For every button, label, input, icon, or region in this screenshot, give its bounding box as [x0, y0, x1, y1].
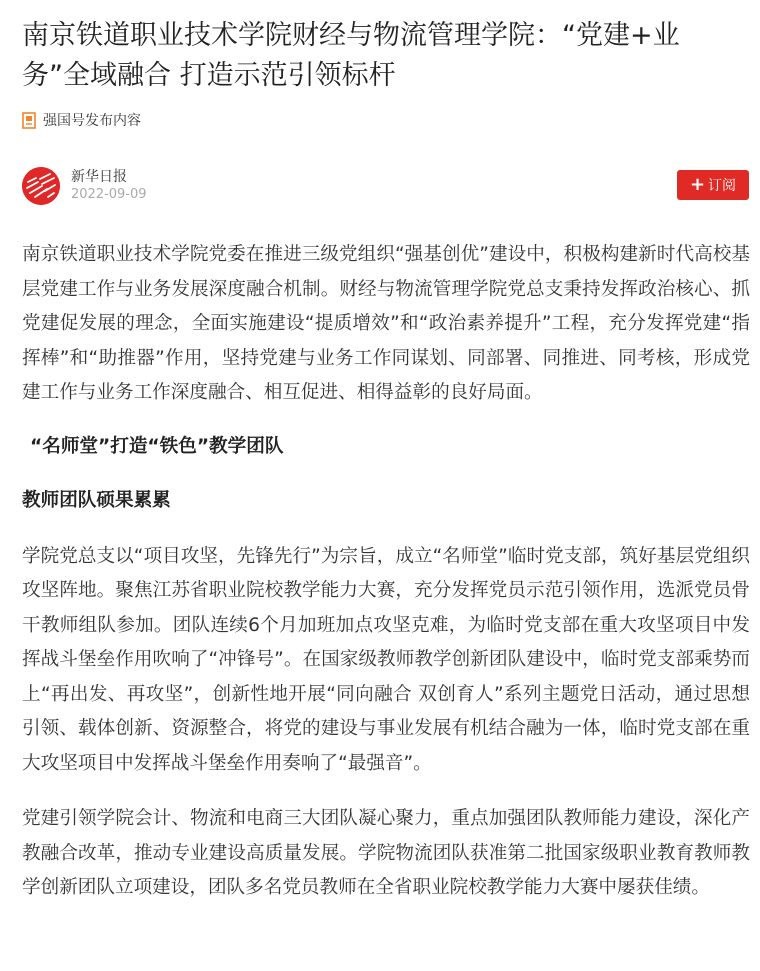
source-label: 强国号发布内容 [43, 113, 141, 129]
section-heading: “名师堂”打造“铁色”教学团队 [30, 435, 284, 457]
bookmark-flag-icon [22, 112, 36, 129]
subsection-heading: 教师团队硕果累累 [22, 489, 171, 511]
source-row [22, 109, 141, 131]
paragraph: 党建引领学院会计、物流和电商三大团队凝心聚力，重点加强团队教师能力建设，深化产教融合改革，推动专业建设高质量发展。学院物流团队获准第二批国家级职业教育教师教学创新团队立项建设，团队多名党员教师在全省职业院校教学能力大赛中屡获佳绩。 [22, 808, 750, 898]
author-name[interactable]: 新华日报 [71, 169, 127, 185]
subscribe-button[interactable] [677, 170, 749, 200]
subscribe-label: 订阅 [708, 178, 737, 194]
paragraph: 南京铁道职业技术学院党委在推进三级党组织“强基创优”建设中，积极构建新时代高校基层党建工作与业务发展深度融合机制。财经与物流管理学院党总支秉持发挥政治核心、抓党建促发展的理念，全面实施建设“提质增效”和“政治素养提升”工程，充分发挥党建“指挥棒”和“助推器”作用，坚持党建与业务工作同谋划、同部署、同推进、同考核，形成党建工作与业务工作深度融合、相互促进、相得益彰的良好局面。 [22, 244, 750, 403]
author-row [22, 165, 750, 205]
paragraph: 学院党总支以“项目攻坚，先锋先行”为宗旨，成立“名师堂”临时党支部，筑好基层党组织攻坚阵地。聚焦江苏省职业院校教学能力大赛，充分发挥党员示范引领作用，选派党员骨干教师组队参加。团队连续6个月加班加点攻坚克难，为临时党支部在重大攻坚项目中发挥战斗堡垒作用吹响了“冲锋号”。在国家级教师教学创新团队建设中，临时党支部乘势而上“再出发、再攻坚”，创新性地开展“同向融合 双创育人”系列主题党日活动，通过思想引领、载体创新、资源整合，将党的建设与事业发展有机结合融为一体，临时党支部在重大攻坚项目中发挥战斗堡垒作用奏响了“最强音”。 [22, 545, 750, 774]
xinhua-daily-logo-icon[interactable] [22, 167, 60, 205]
article-title: 南京铁道职业技术学院财经与物流管理学院：“党建+业务”全域融合 打造示范引领标杆 [22, 20, 680, 91]
publish-date: 2022-09-09 [71, 187, 147, 202]
article-body [22, 238, 750, 906]
plus-icon: + [689, 174, 706, 195]
